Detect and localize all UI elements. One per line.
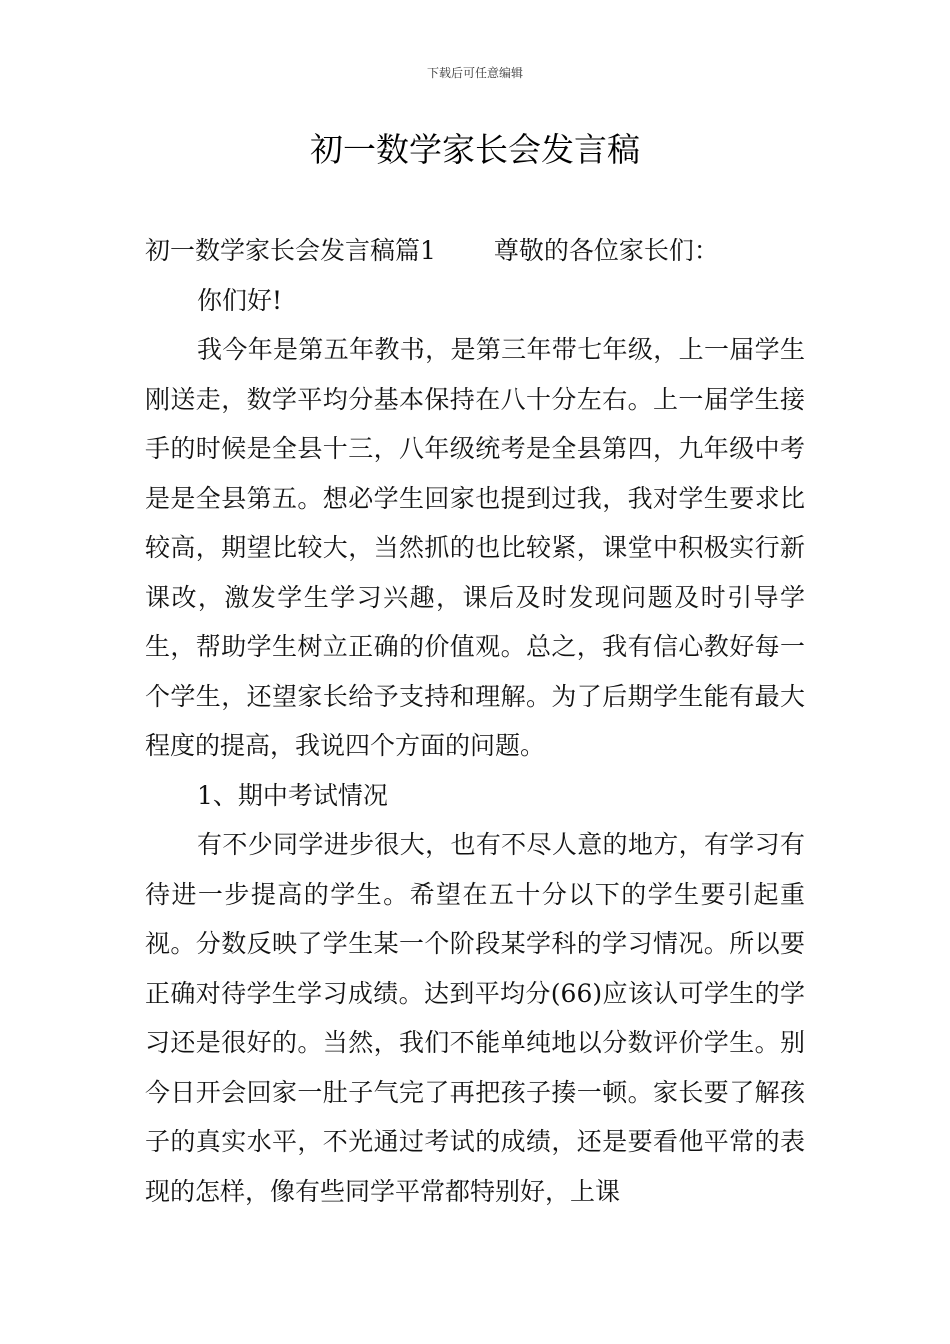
greeting-paragraph: 你们好! <box>197 285 283 315</box>
document-title: 初一数学家长会发言稿 <box>310 130 640 169</box>
salutation: 尊敬的各位家长们： <box>493 236 719 265</box>
document-body <box>145 226 805 1216</box>
section-heading: 1、期中考试情况 <box>197 780 388 810</box>
header-note: 下载后可任意编辑 <box>426 66 523 80</box>
intro-paragraph: 我今年是第五年教书，是第三年带七年级，上一届学生刚送走，数学平均分基本保持在八十分左右。上一届学生接手的时候是全县十三，八年级统考是全县第四，九年级中考是是全县第五。想必学生回家也提到过我，我对学生要求比较高，期望比较大，当然抓的也比较紧，课堂中积极实行新课改，激发学生学习兴趣，课后及时发现问题及时引导学生，帮助学生树立正确的价值观。总之，我有信心教好每一个学生，还望家长给予支持和理解。为了后期学生能有最大程度的提高，我说四个方面的问题。 <box>145 335 805 760</box>
exam-paragraph: 有不少同学进步很大，也有不尽人意的地方，有学习有待进一步提高的学生。希望在五十分以下的学生要引起重视。分数反映了学生某一个阶段某学科的学习情况。所以要正确对待学生学习成绩。达到平均分(66)应该认可学生的学习还是很好的。当然，我们不能单纯地以分数评价学生。别今日开会回家一肚子气完了再把孩子揍一顿。家长要了解孩子的真实水平，不光通过考试的成绩，还是要看他平常的表现的怎样，像有些同学平常都特别好，上课 <box>145 830 805 1206</box>
lead-line <box>145 226 805 276</box>
section-label: 初一数学家长会发言稿篇1 <box>145 236 436 265</box>
